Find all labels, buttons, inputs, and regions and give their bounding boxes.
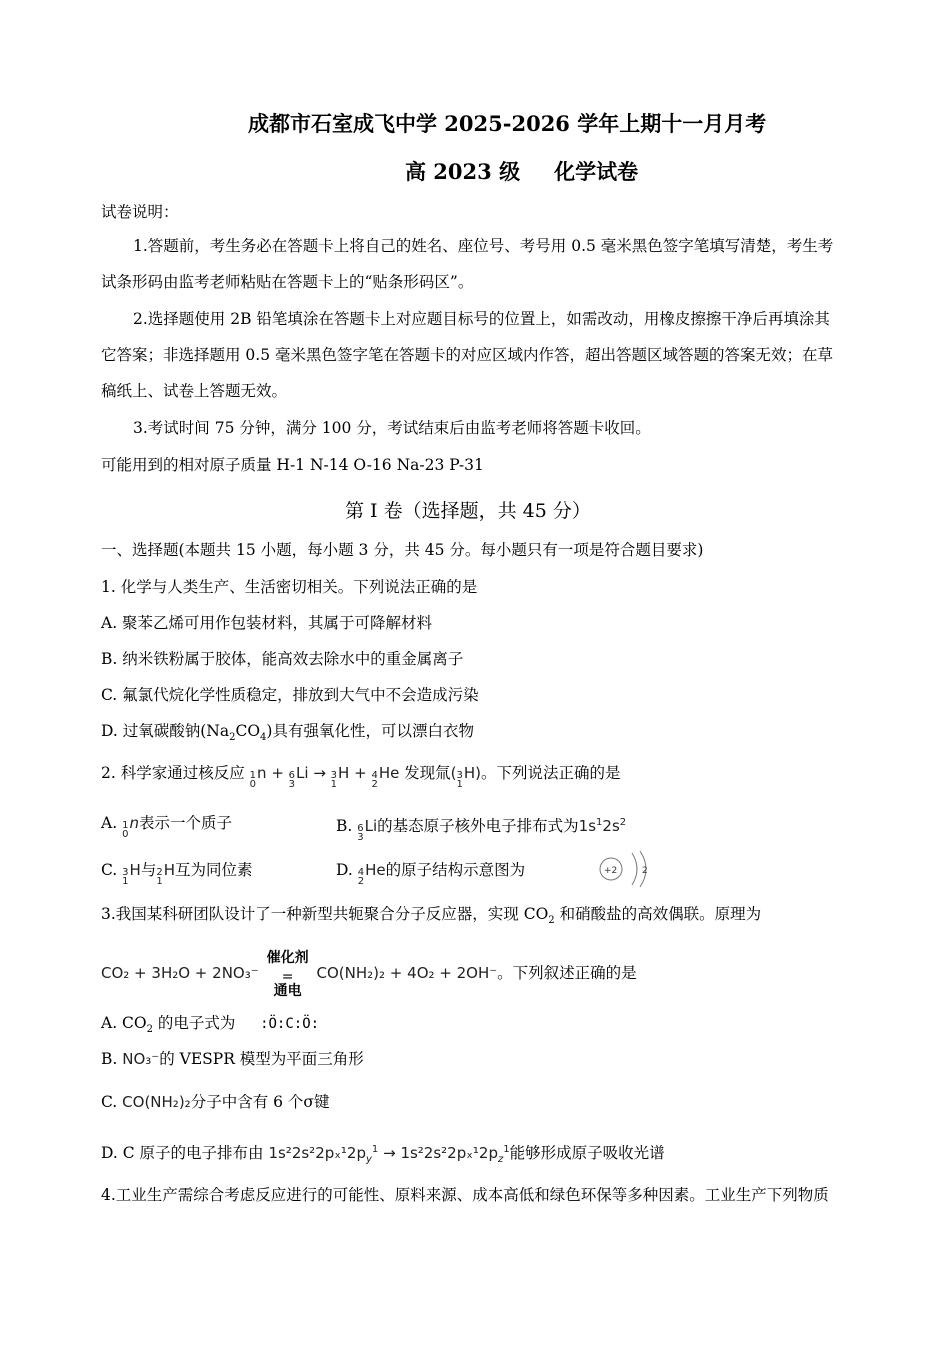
equation-right: CO(NH₂)₂ + 4O₂ + 2OH⁻ — [316, 964, 498, 982]
shell-electrons: 2 — [642, 866, 648, 876]
instruction-3: 3.考试时间 75 分钟，满分 100 分，考试结束后由监考老师将答题卡收回。 — [133, 419, 651, 437]
instructions-heading: 试卷说明： — [101, 203, 179, 221]
q1-option-c: C. 氟氯代烷化学性质稳定，排放到大气中不会造成污染 — [101, 686, 479, 704]
q2-option-c: C. 3 1 H与 2 1 H互为同位素 — [101, 861, 253, 887]
q1-option-b: B. 纳米铁粉属于胶体，能高效去除水中的重金属离子 — [101, 650, 464, 668]
q3-equation: CO₂ + 3H₂O + 2NO₃⁻ 催化剂 = 通电 CO(NH₂)₂ + 4O₂ + 2OH⁻。下列叙述正确的是 — [101, 950, 637, 999]
reaction-conditions: 催化剂 = 通电 — [266, 950, 309, 999]
grade-label: 高 2023 级 — [405, 159, 521, 184]
exam-title: 成都市石室成飞中学 2025-2026 学年上期十一月月考 — [248, 111, 767, 136]
section-title: 第 I 卷（选择题，共 45 分） — [345, 500, 591, 522]
instruction-2a: 2.选择题使用 2B 铅笔填涂在答题卡上对应题目标号的位置上，如需改动，用橡皮擦擦干净后再填涂其 — [133, 310, 830, 328]
instruction-1b: 试条形码由监考老师粘贴在答题卡上的“贴条形码区”。 — [101, 273, 474, 291]
instruction-2c: 稿纸上、试卷上答题无效。 — [101, 382, 288, 400]
instruction-2b: 它答案；非选择题用 0.5 毫米黑色签字笔在答题卡的对应区域内作答，超出答题区域答题的答案无效；在草 — [101, 346, 834, 364]
q4-stem: 4.工业生产需综合考虑反应进行的可能性、原料来源、成本高低和绿色环保等多种因素。工业生产下列物质 — [101, 1186, 829, 1204]
q2-option-a: A. 1 0 n 表示一个质子 — [101, 814, 232, 840]
q3-option-b: B. NO₃⁻的 VESPR 模型为平面三角形 — [101, 1050, 364, 1068]
q1-stem: 1. 化学与人类生产、生活密切相关。下列说法正确的是 — [101, 578, 478, 596]
q3-stem: 3.我国某科研团队设计了一种新型共轭聚合分子反应器，实现 $CO_2$ 和硝酸盐的高效偶联。原理为 — [101, 905, 762, 927]
atomic-masses: 可能用到的相对原子质量 H-1 N-14 O-16 Na-23 P-31 — [101, 456, 484, 474]
subject-label: 化学试卷 — [554, 159, 639, 184]
nucleus-charge: +2 — [604, 866, 618, 876]
atomic-structure-diagram — [594, 848, 656, 890]
q3-option-a: A. $CO_2$ 的电子式为 :Ö:C:Ö: — [101, 1014, 320, 1036]
section-intro: 一、选择题(本题共 15 小题，每小题 3 分，共 45 分。每小题只有一项是符合题目要求) — [101, 541, 704, 559]
q3-option-d: D. C 原子的电子排布由 $1s^22s^22p_x^12p_y^1 \to 1s^22s^22p_x^12p_z^1$能够形成原子吸收光谱 — [101, 1144, 665, 1165]
exam-subtitle — [0, 156, 950, 186]
q2-stem: 2. 科学家通过核反应 1 0 n + 6 3 Li → 3 1 H + 4 2 He 发现氚( 3 1 H)。下列说法正确的是 — [101, 764, 621, 790]
equation-left: CO₂ + 3H₂O + 2NO₃⁻ — [101, 964, 259, 982]
q2-option-d: D. 4 2 He的原子结构示意图为 — [336, 861, 526, 887]
co2-lewis-structure: :Ö:C:Ö: — [260, 1016, 320, 1032]
q3-option-c: C. CO(NH₂)₂分子中含有 6 个σ键 — [101, 1093, 330, 1111]
q1-option-d: D. 过氧碳酸钠$(Na_2CO_4)$具有强氧化性，可以漂白衣物 — [101, 722, 474, 744]
q2-option-b: B. 6 3 Li的基态原子核外电子排布式为$1s^12s^2$ — [336, 817, 627, 843]
instruction-1a: 1.答题前，考生务必在答题卡上将自己的姓名、座位号、考号用 0.5 毫米黑色签字笔填写清楚，考生考 — [133, 237, 834, 255]
nuclear-reaction: 1 0 n + 6 3 Li → 3 1 H + 4 2 He — [249, 764, 400, 790]
q1-option-a: A. 聚苯乙烯可用作包装材料，其属于可降解材料 — [101, 614, 433, 632]
